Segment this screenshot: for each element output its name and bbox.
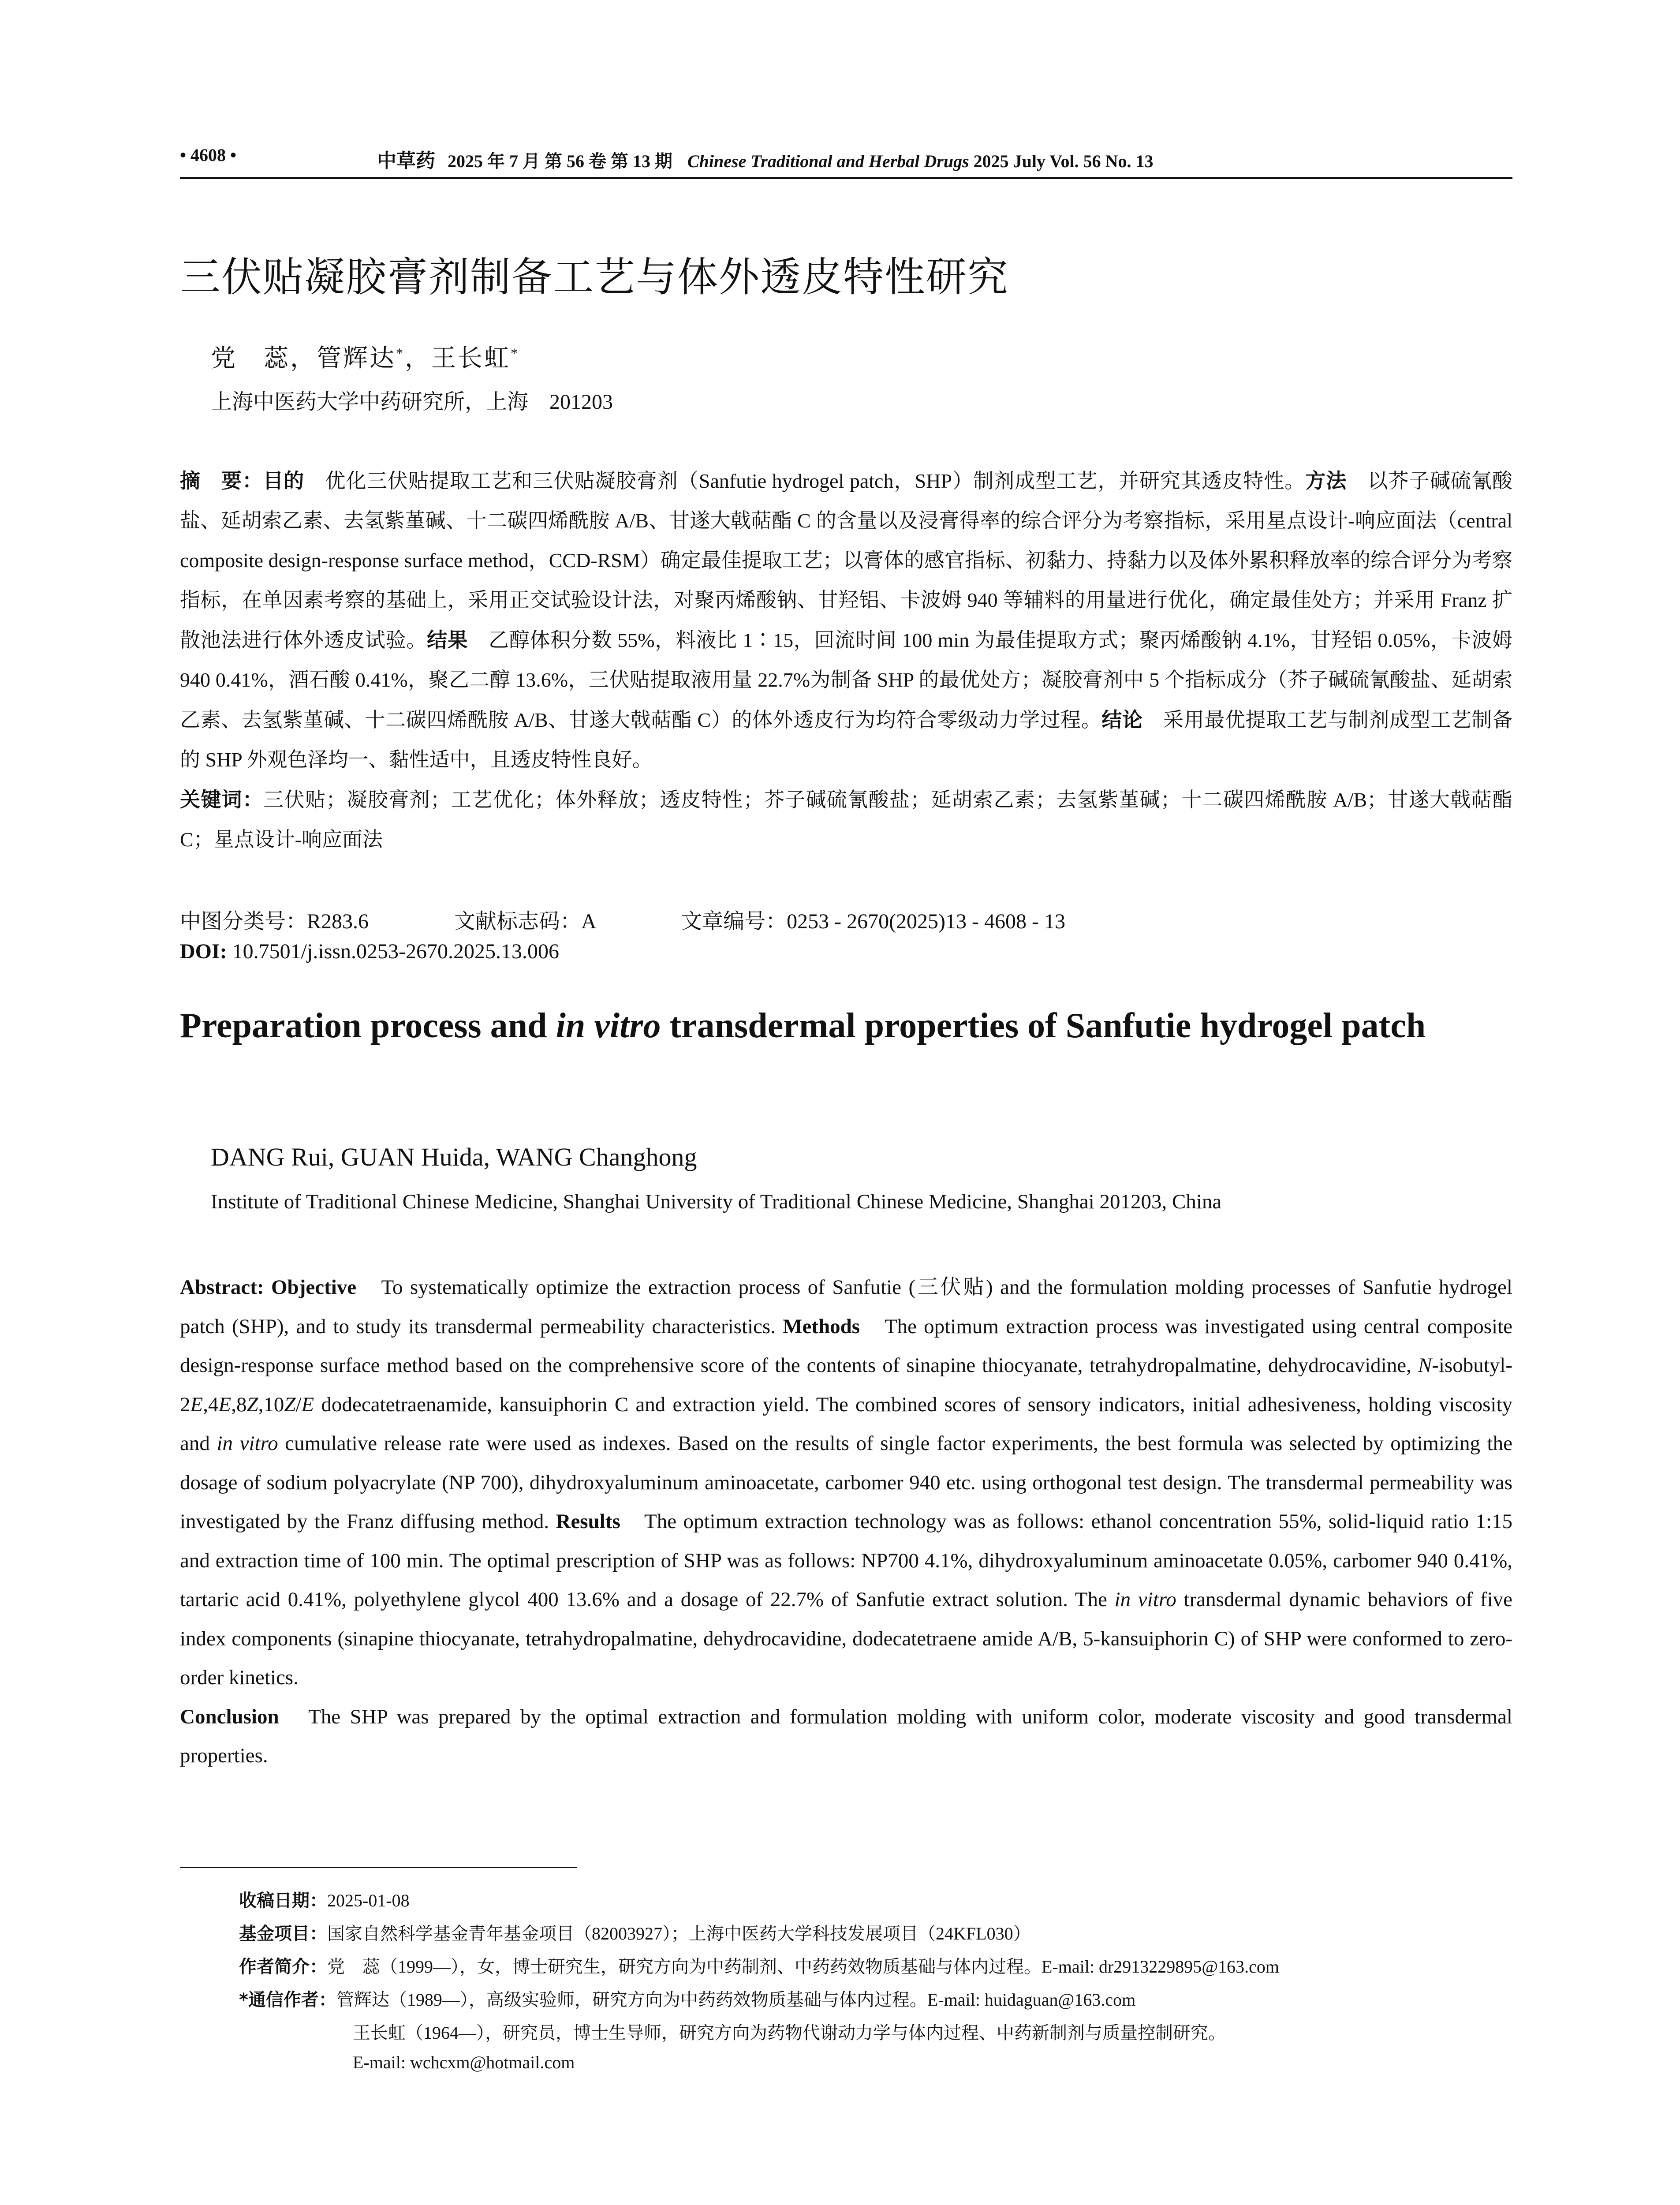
results-en-label: Results — [556, 1510, 620, 1533]
journal-name-cn: 中草药 — [377, 150, 435, 172]
methods-en-italic: E — [218, 1393, 231, 1416]
header-rule — [180, 177, 1512, 179]
footnote-corresponding-2-email: E-mail: wchcxm@hotmail.com — [353, 2052, 575, 2072]
doc-code-value: A — [581, 910, 596, 933]
footnote-fund — [239, 1920, 1031, 1945]
footnote-rule — [180, 1867, 577, 1868]
keywords-label: 关键词： — [180, 788, 264, 811]
corresponding-1: 管辉达（1989—），高级实验师，研究方向为中药药效物质基础与体内过程。E-mail: huidaguan@163.com — [336, 1990, 1136, 2010]
article-no-label: 文章编号： — [681, 909, 787, 934]
conclusion-text: 采用最优提取工艺与制剂成型工艺制备的 SHP 外观色泽均一、黏性适中，且透皮特性良好。 — [180, 709, 1513, 771]
results-en-text: The optimum extraction technology was as follows: ethanol concentration 55%, solid-liquid ratio 1:15 and extraction time of 100 min. The optimal prescription of SHP was as follows: NP700 4.1%, dihydroxyaluminum aminoacetate 0.05%, carbomer 940 0.41%, tartaric acid 0.41%, polyethylene glycol 400 13.6% and a dosage of 22.7% of Sanfutie extract solution. The — [180, 1510, 1513, 1611]
clc-value: R283.6 — [307, 910, 369, 933]
journal-name-en: Chinese Traditional and Herbal Drugs — [687, 151, 969, 171]
methods-en-italic: Z — [246, 1393, 258, 1416]
footnote-received — [239, 1887, 410, 1912]
methods-en-text: ,8 — [231, 1393, 247, 1416]
methods-en-italic: N — [1418, 1354, 1432, 1377]
keywords-text: 三伏贴；凝胶膏剂；工艺优化；体外释放；透皮特性；芥子碱硫氰酸盐；延胡索乙素；去氢紫堇碱；十二碳四烯酰胺 A/B；甘遂大戟萜酯 C；星点设计-响应面法 — [180, 789, 1512, 851]
conclusion-en-label: Conclusion — [180, 1705, 279, 1728]
article-title-cn: 三伏贴凝胶膏剂制备工艺与体外透皮特性研究 — [180, 254, 1009, 301]
methods-en-text: ,10 — [258, 1393, 284, 1416]
results-text: 乙醇体积分数 55%，料液比 1∶15，回流时间 100 min 为最佳提取方式；聚丙烯酸钠 4.1%，甘羟铝 0.05%，卡波姆 940 0.41%，酒石酸 0.41%，聚乙二醇 13.6%，三伏贴提取液用量 22.7%为制备 SHP 的最优处方；凝胶膏剂中 5 个指标成分（芥子碱硫氰酸盐、延胡索乙素、去氢紫堇碱、十二碳四烯酰胺 A/B、甘遂大戟萜酯 C）的体外透皮行为均符合零级动力学过程。 — [180, 629, 1512, 731]
objective-en: To systematically optimize the extraction process of Sanfutie (三伏贴) and the formulation molding processes of Sanfutie hydrogel patch (SHP), and to study its transdermal permeability characteristics. — [180, 1276, 1512, 1338]
abstract-en-label: Abstract: Objective — [180, 1276, 357, 1299]
methods-en-text: -isobutyl-2 — [180, 1354, 1512, 1416]
page-number: • 4608 • — [180, 145, 237, 165]
corresponding-mark: * — [396, 345, 405, 361]
fund-text: 国家自然科学基金青年基金项目（82003927）；上海中医药大学科技发展项目（24KFL030） — [327, 1924, 1031, 1943]
conclusion-label: 结论 — [1101, 708, 1143, 732]
conclusion-en-text: The SHP was prepared by the optimal extraction and formulation molding with uniform color, moderate viscosity and good transdermal properties. — [180, 1705, 1512, 1767]
authors-cn — [211, 339, 519, 374]
methods-text: 以芥子碱硫氰酸盐、延胡索乙素、去氢紫堇碱、十二碳四烯酰胺 A/B、甘遂大戟萜酯 C 的含量以及浸膏得率的综合评分为考察指标，采用星点设计-响应面法（central composite design-response surface method，CCD-RSM）确定最佳提取工艺；以膏体的感官指标、初黏力、持黏力以及体外累积释放率的综合评分为考察指标，在单因素考察的基础上，采用正交试验设计法，对聚丙烯酸钠、甘羟铝、卡波姆 940 等辅料的用量进行优化，确定最佳处方；并采用 Franz 扩散池法进行体外透皮试验。 — [180, 470, 1513, 651]
methods-en-text: dodecatetraenamide, kansuiphorin C and extraction yield. The combined scores of sensory indicators, initial adhesiveness, holding viscosity and — [180, 1393, 1512, 1455]
methods-en-italic: in vitro — [217, 1432, 278, 1455]
title-en-italic: in vitro — [556, 1006, 661, 1045]
classification-row — [180, 904, 1065, 934]
fund-label: 基金项目： — [239, 1924, 327, 1944]
received-label: 收稿日期： — [239, 1891, 327, 1911]
doi-value: 10.7501/j.issn.0253-2670.2025.13.006 — [232, 940, 560, 963]
doi-row — [180, 939, 559, 964]
abstract-cn — [180, 461, 1512, 860]
footnote-corresponding-2: 王长虹（1964—），研究员，博士生导师，研究方向为药物代谢动力学与体内过程、中药新制剂与质量控制研究。 — [353, 2023, 1226, 2043]
abstract-label: 摘 要： — [180, 469, 263, 493]
clc-label: 中图分类号： — [180, 909, 307, 934]
footnote-author — [239, 1953, 1279, 1978]
methods-label: 方法 — [1305, 469, 1347, 493]
objective-label: 目的 — [263, 469, 305, 493]
results-en-text: transdermal dynamic behaviors of five index components (sinapine thiocyanate, tetrahydropalmatine, dehydrocavidine, dodecatetraene amide A/B, 5-kansuiphorin C) of SHP were conformed to zero-order kinetics. — [180, 1588, 1512, 1689]
results-label: 结果 — [427, 628, 468, 652]
affiliation-en: Institute of Traditional Chinese Medicine, Shanghai University of Traditional Chinese Medicine, Shanghai 201203, China — [211, 1190, 1222, 1213]
methods-en-italic: Z — [284, 1393, 296, 1416]
author-2: 管辉达 — [317, 345, 396, 372]
methods-en-italic: E — [301, 1393, 314, 1416]
author-bio-label: 作者简介： — [239, 1957, 327, 1977]
corresponding-label: *通信作者： — [239, 1990, 336, 2010]
issue-en: 2025 July Vol. 56 No. 13 — [973, 151, 1154, 171]
methods-en-text: cumulative release rate were used as indexes. Based on the results of single factor experiments, the best formula was selected by optimizing the dosage of sodium polyacrylate (NP 700), dihydroxyaluminum aminoacetate, carbomer 940 etc. using orthogonal test design. The transdermal permeability was investigated by the Franz diffusing method. — [180, 1432, 1512, 1533]
received-date: 2025-01-08 — [327, 1891, 410, 1910]
affiliation-cn: 上海中医药大学中药研究所，上海 201203 — [211, 390, 613, 414]
methods-en-label: Methods — [783, 1315, 860, 1338]
methods-en-text: ,4 — [203, 1393, 219, 1416]
corresponding-mark: * — [511, 345, 519, 361]
footnote-corresponding — [239, 1986, 1135, 2011]
methods-en-text: The optimum extraction process was investigated using central composite design-response surface method based on the comprehensive score of the contents of sinapine thiocyanate, tetrahydropalmatine, dehydrocavidine, — [180, 1315, 1513, 1377]
author-1: 党 蕊， — [211, 345, 317, 372]
objective-text: 优化三伏贴提取工艺和三伏贴凝胶膏剂（Sanfutie hydrogel patch，SHP）制剂成型工艺，并研究其透皮特性。 — [325, 470, 1306, 492]
author-3: ，王长虹 — [405, 345, 511, 372]
abstract-en — [180, 1268, 1512, 1775]
title-en-part: Preparation process and — [180, 1006, 556, 1045]
title-en-part: transdermal properties of Sanfutie hydrogel patch — [661, 1006, 1426, 1045]
methods-en-text: / — [295, 1393, 302, 1416]
author-bio-text: 党 蕊（1999—），女，博士研究生，研究方向为中药制剂、中药药效物质基础与体内过程。E-mail: dr2913229895@163.com — [327, 1957, 1279, 1977]
doi-label: DOI: — [180, 940, 227, 963]
issue-cn: 2025 年 7 月 第 56 卷 第 13 期 — [448, 151, 672, 171]
article-title-en — [180, 1000, 1525, 1051]
article-no-value: 0253 - 2670(2025)13 - 4608 - 13 — [787, 910, 1065, 933]
authors-en: DANG Rui, GUAN Huida, WANG Changhong — [211, 1143, 697, 1171]
doc-code-label: 文献标志码： — [454, 909, 582, 934]
running-header — [377, 145, 1154, 173]
results-en-italic: in vitro — [1114, 1588, 1176, 1611]
methods-en-italic: E — [190, 1393, 203, 1416]
